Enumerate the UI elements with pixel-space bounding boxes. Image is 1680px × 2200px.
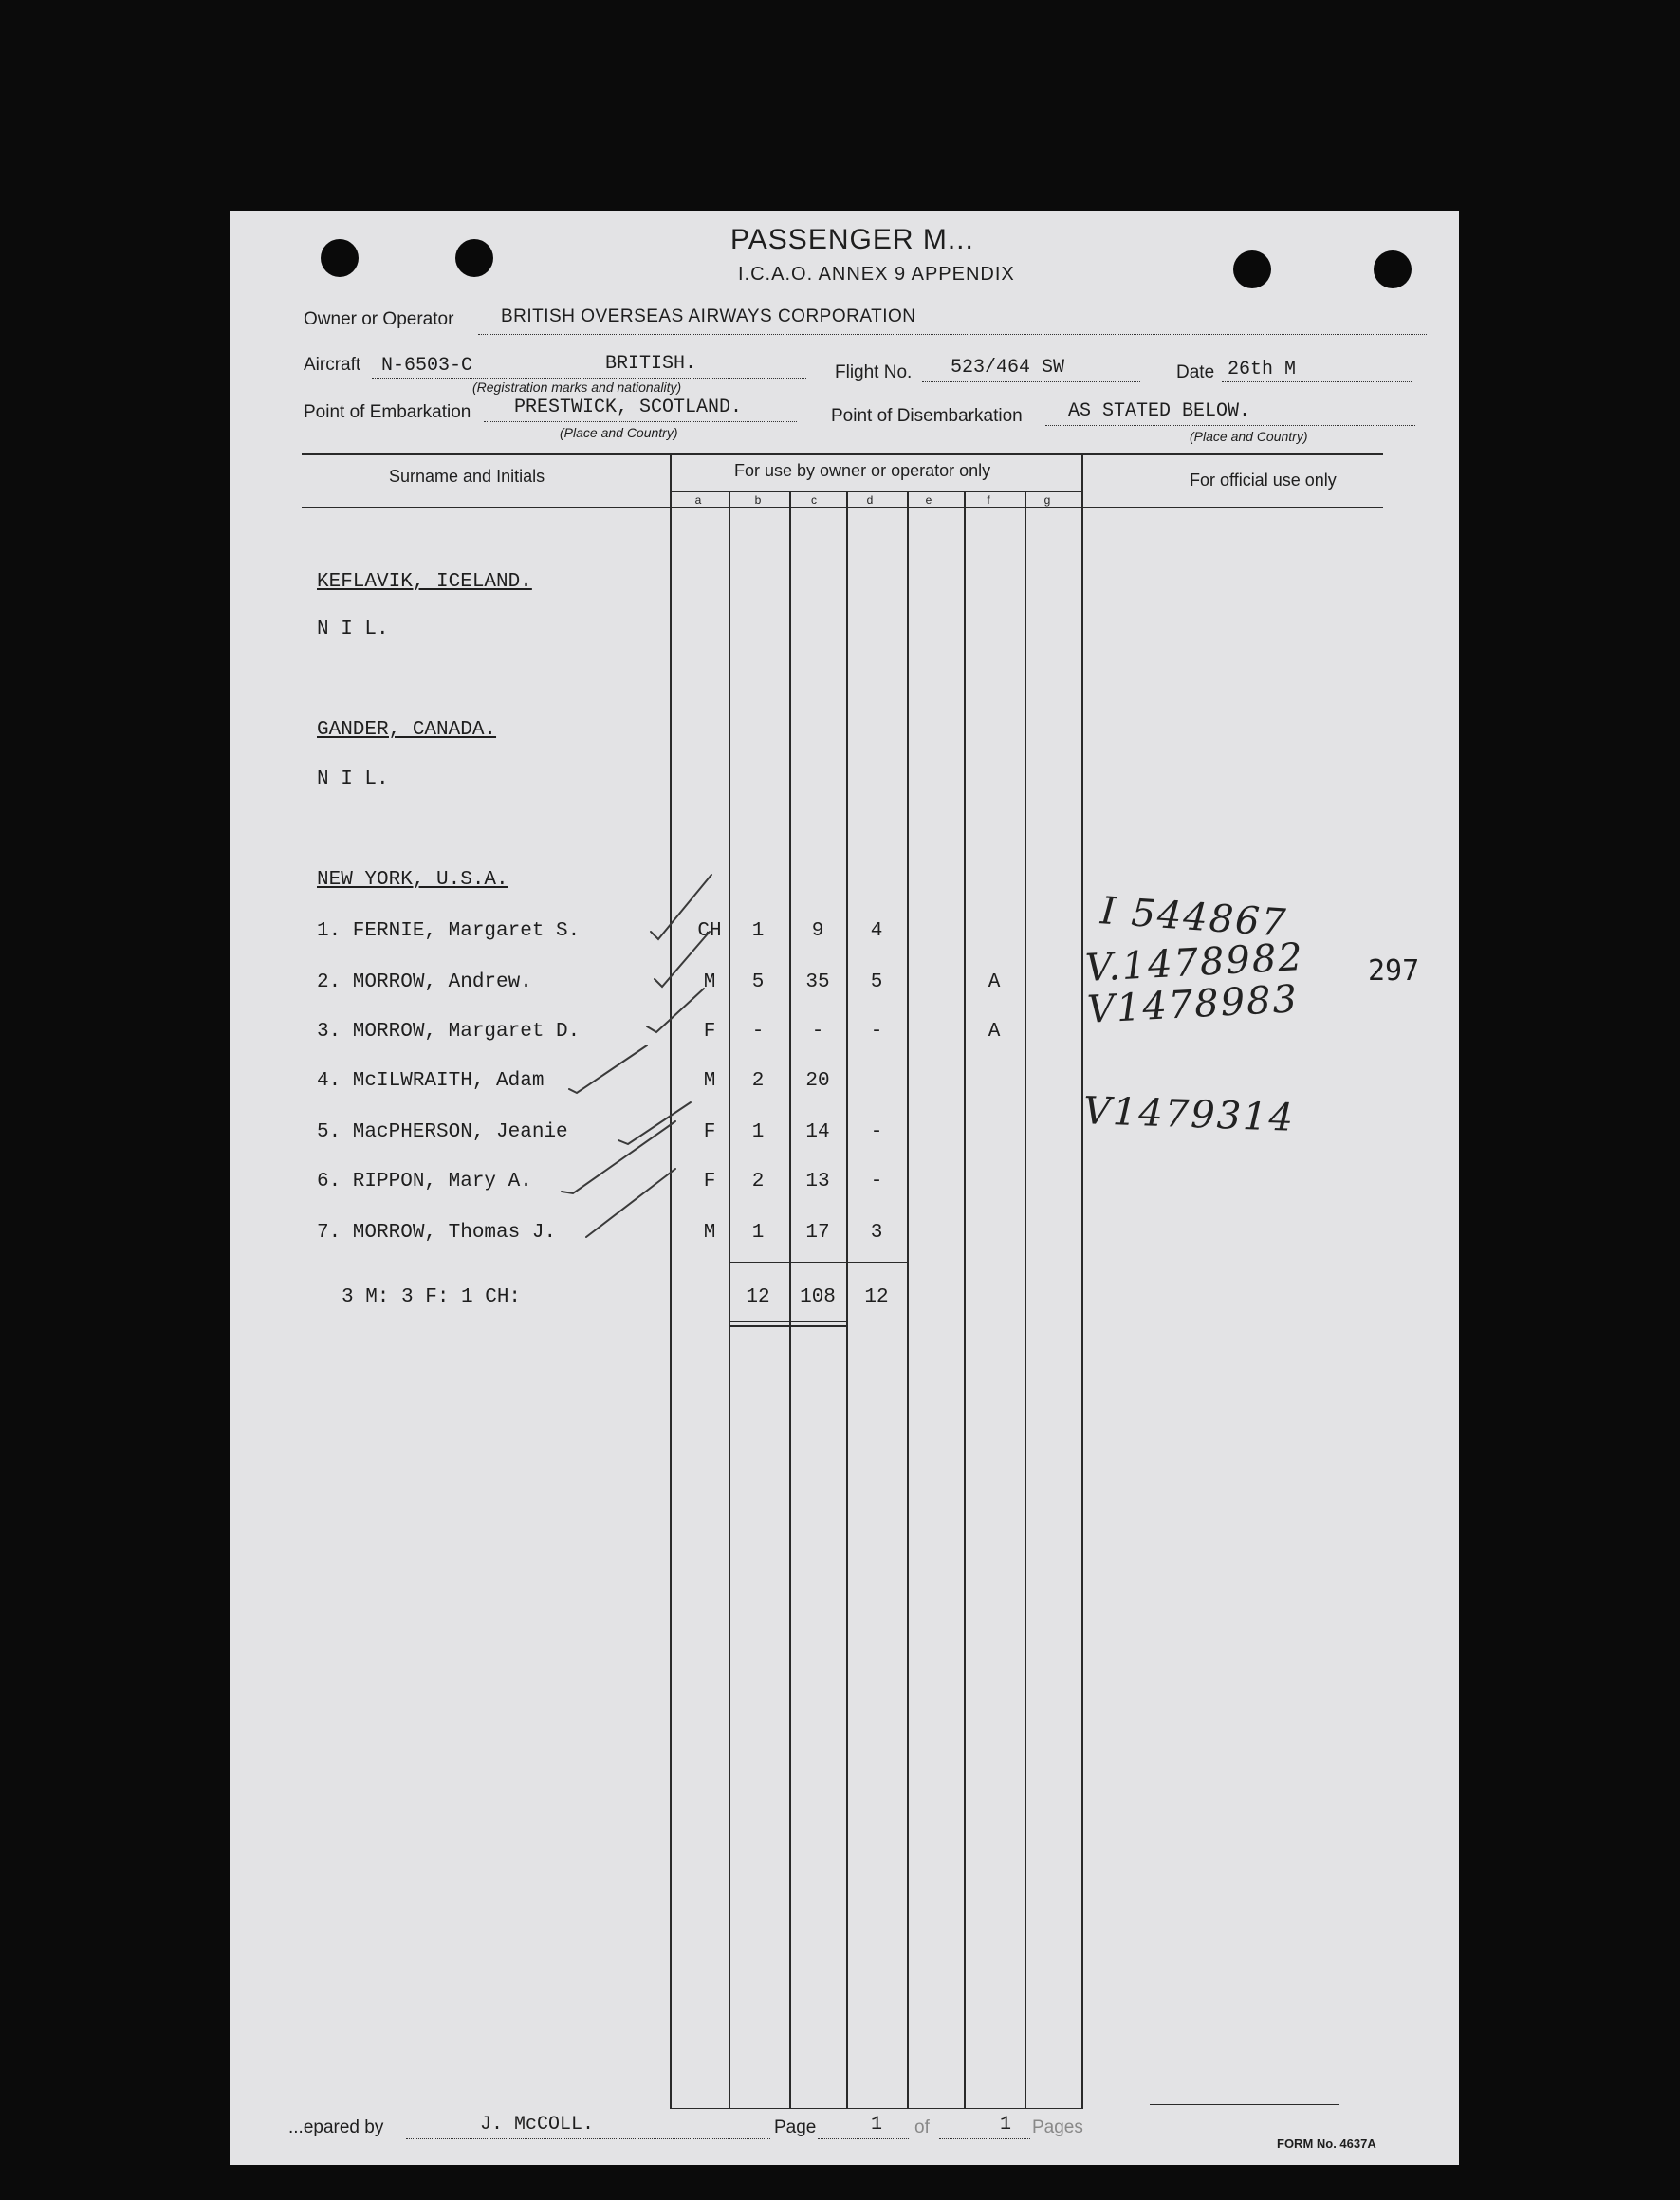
total-c: 108 [800, 1286, 836, 1308]
cell-a: F [703, 1021, 716, 1043]
aircraft-label: Aircraft [304, 355, 361, 375]
section-heading-keflavik: KEFLAVIK, ICELAND. [317, 571, 532, 593]
col-letter-b: b [754, 493, 762, 507]
col-letter-c: c [811, 493, 817, 507]
registration-note: (Registration marks and nationality) [472, 379, 682, 395]
passenger-name: 6. RIPPON, Mary A. [317, 1171, 532, 1192]
passenger-name: 4. McILWRAITH, Adam [317, 1070, 545, 1092]
of-label: of [914, 2117, 930, 2137]
cell-c: 14 [805, 1121, 830, 1143]
cell-c: 17 [805, 1222, 830, 1244]
col-letter-d: d [866, 493, 874, 507]
section-note-keflavik: N I L. [317, 619, 389, 640]
totals-summary: 3 M: 3 F: 1 CH: [342, 1286, 522, 1308]
total-b: 12 [746, 1286, 770, 1308]
col-surname-header: Surname and Initials [389, 467, 545, 486]
place-note-left: (Place and Country) [560, 425, 678, 440]
cell-f: A [988, 1021, 1001, 1043]
place-note-right: (Place and Country) [1190, 429, 1308, 444]
passenger-name: 5. MacPHERSON, Jeanie [317, 1121, 568, 1143]
cell-c: 20 [805, 1070, 830, 1092]
cell-d: 4 [870, 920, 883, 942]
col-letter-f: f [987, 493, 990, 507]
cell-b: 5 [751, 971, 765, 993]
cell-a: F [703, 1121, 716, 1143]
page-label: Page [774, 2117, 817, 2137]
embark-label: Point of Embarkation [304, 402, 471, 422]
cell-a: F [703, 1171, 716, 1192]
check-mark-5 [618, 1102, 691, 1144]
flight-label: Flight No. [835, 362, 913, 382]
cell-b: 1 [751, 920, 765, 942]
total-d: 12 [864, 1286, 889, 1308]
cell-c: 35 [805, 971, 830, 993]
cell-d: - [870, 1021, 883, 1043]
date-value: 26th M [1228, 359, 1297, 380]
disembark-value: AS STATED BELOW. [1068, 400, 1251, 422]
passenger-name: 3. MORROW, Margaret D. [317, 1021, 581, 1043]
cell-a: CH [697, 920, 722, 942]
form-subtitle: I.C.A.O. ANNEX 9 APPENDIX [738, 264, 1015, 285]
check-mark-2 [655, 932, 710, 987]
col-owner-header: For use by owner or operator only [734, 461, 991, 480]
nationality-value: BRITISH. [605, 353, 697, 375]
check-mark-1 [651, 875, 711, 939]
owner-value: BRITISH OVERSEAS AIRWAYS CORPORATION [501, 306, 916, 326]
aircraft-value: N-6503-C [381, 355, 473, 377]
totals-double-rule-1 [729, 1321, 846, 1322]
cell-d: 5 [870, 971, 883, 993]
cell-d: - [870, 1121, 883, 1143]
pages-label: Pages [1032, 2117, 1083, 2137]
total-pages-value: 1 [1000, 2114, 1012, 2135]
passenger-name: 7. MORROW, Thomas J. [317, 1222, 557, 1244]
disembark-label: Point of Disembarkation [831, 406, 1023, 426]
totals-top-rule [729, 1262, 907, 1263]
flight-value: 523/464 SW [951, 357, 1065, 379]
prepared-value: J. McCOLL. [480, 2114, 595, 2135]
cell-b: 2 [751, 1070, 765, 1092]
cell-a: M [703, 1222, 716, 1244]
cell-c: 13 [805, 1171, 830, 1192]
col-letter-a: a [694, 493, 702, 507]
official-note-1: I 544867 [1098, 889, 1289, 946]
official-note-2: V.1478982 [1083, 934, 1305, 991]
check-mark-4 [569, 1045, 647, 1093]
page-value: 1 [871, 2114, 883, 2135]
cell-d: 3 [870, 1222, 883, 1244]
prepared-label: ...epared by [288, 2117, 384, 2137]
col-official-header: For official use only [1190, 471, 1337, 490]
page-stamp: 297 [1368, 954, 1420, 988]
owner-label: Owner or Operator [304, 309, 454, 329]
footer-rule-right [1150, 2104, 1339, 2105]
cell-f: A [988, 971, 1001, 993]
section-note-gander: N I L. [317, 768, 389, 790]
total-pages-dotline [939, 2138, 1030, 2139]
section-heading-gander: GANDER, CANADA. [317, 719, 497, 741]
cell-b: 2 [751, 1171, 765, 1192]
prepared-dotline [406, 2138, 770, 2139]
totals-double-rule-2 [729, 1325, 846, 1327]
check-mark-3 [647, 989, 704, 1032]
cell-b: - [751, 1021, 765, 1043]
cell-a: M [703, 1070, 716, 1092]
cell-b: 1 [751, 1222, 765, 1244]
form-number: FORM No. 4637A [1277, 2136, 1376, 2151]
cell-b: 1 [751, 1121, 765, 1143]
col-letter-e: e [925, 493, 932, 507]
check-mark-7 [586, 1169, 675, 1237]
cell-d: - [870, 1171, 883, 1192]
check-marks [230, 211, 1459, 2165]
section-heading-new-york: NEW YORK, U.S.A. [317, 869, 508, 891]
cell-c: - [811, 1021, 824, 1043]
official-note-4: V1479314 [1082, 1089, 1296, 1140]
cell-c: 9 [811, 920, 824, 942]
passenger-name: 2. MORROW, Andrew. [317, 971, 532, 993]
page-dotline [818, 2138, 909, 2139]
manifest-sheet [230, 211, 1459, 2165]
form-title: PASSENGER M... [730, 224, 974, 255]
cell-a: M [703, 971, 716, 993]
date-label: Date [1176, 362, 1215, 382]
footer-rule-left [670, 2108, 1083, 2109]
official-note-3: V1478983 [1085, 977, 1301, 1032]
embark-value: PRESTWICK, SCOTLAND. [514, 397, 743, 418]
passenger-name: 1. FERNIE, Margaret S. [317, 920, 581, 942]
col-letter-g: g [1043, 493, 1051, 507]
